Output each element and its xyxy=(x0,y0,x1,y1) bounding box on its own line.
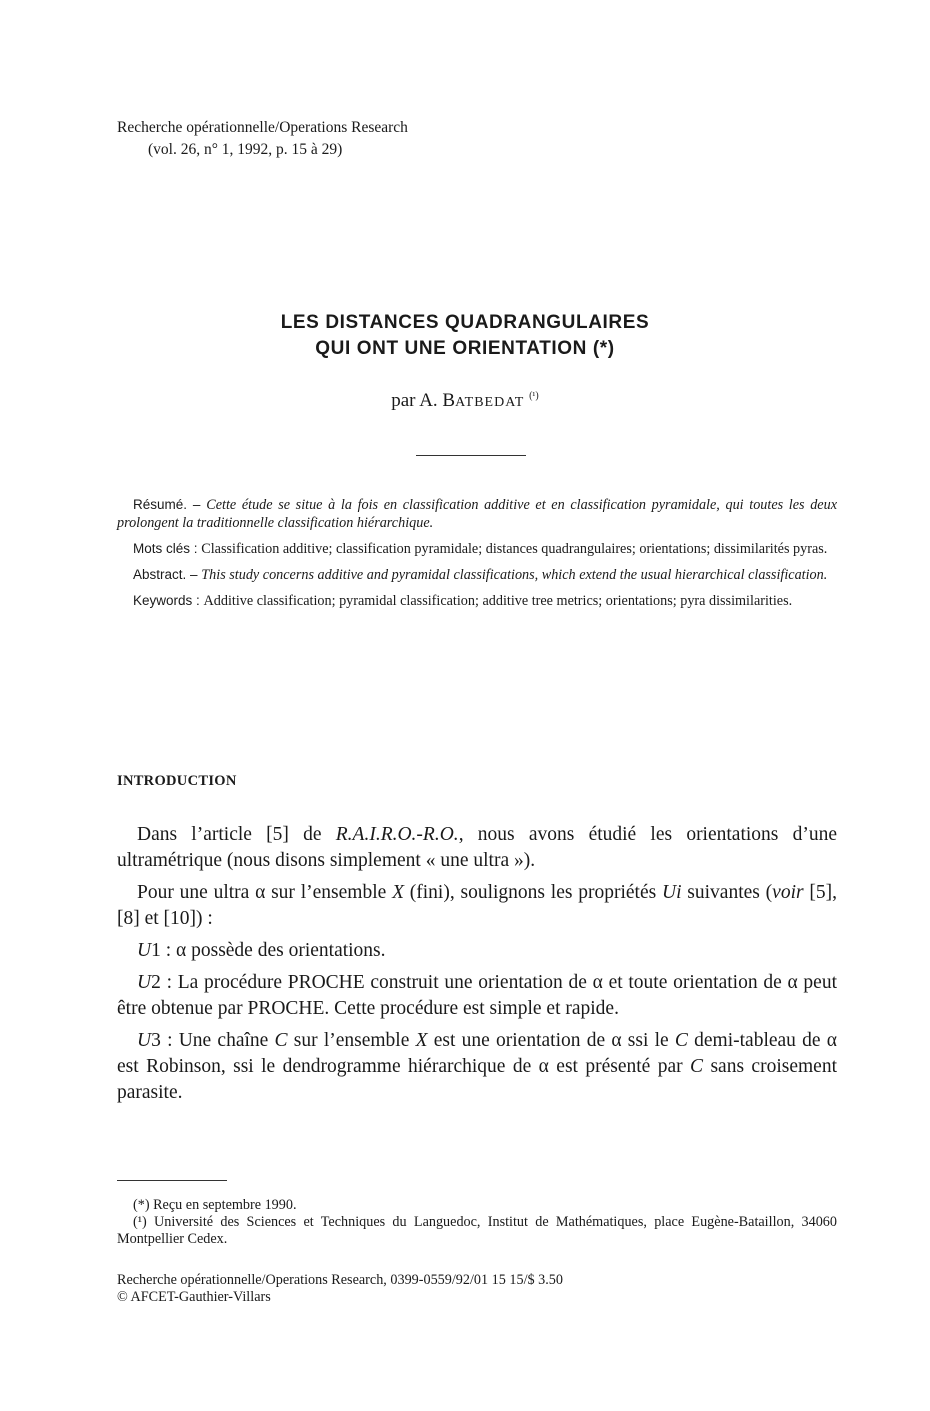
text-run: demi-tableau de α est Robinson, ssi le dendrogramme hiérarchique de α est présenté par xyxy=(117,1030,837,1077)
author-initial: B xyxy=(442,390,456,411)
property-label: U xyxy=(137,940,152,961)
text-run: Pour une ultra α sur l’ensemble xyxy=(137,882,393,903)
journal-header xyxy=(117,117,408,161)
property-u1 xyxy=(117,938,837,964)
footnote-2: (¹) Université des Sciences et Techniques du Languedoc, Institut de Mathématiques, place Eugène-Bataillon, 34060 Montpellier Cedex. xyxy=(117,1214,837,1247)
math-var: C xyxy=(274,1030,288,1051)
mots-cles-paragraph xyxy=(117,540,837,558)
property-number: 1 xyxy=(151,940,161,961)
text-run: : α possède des orientations. xyxy=(160,940,386,961)
property-number: 2 xyxy=(151,972,161,993)
footnote-divider xyxy=(117,1180,227,1181)
property-label: U xyxy=(137,972,152,993)
author-line xyxy=(0,390,930,412)
abstract-label: Abstract. – xyxy=(133,567,202,582)
text-run: sur l’ensemble xyxy=(287,1030,416,1051)
text-run: , nous avons étudié les orientations d’une ultramétrique (nous disons simplement « une ultra »). xyxy=(117,824,838,871)
title-line-2: QUI ONT UNE ORIENTATION (*) xyxy=(315,338,615,359)
section-heading: INTRODUCTION xyxy=(117,773,237,789)
publication-info xyxy=(117,1272,563,1306)
journal-ref: R.A.I.R.O.-R.O. xyxy=(335,824,459,845)
math-var: X xyxy=(392,882,404,903)
author-footnote-mark: (¹) xyxy=(529,390,539,402)
body-paragraph-1 xyxy=(117,822,837,874)
math-var: C xyxy=(690,1056,704,1077)
text-run: : La procédure PROCHE construit une orientation de α et toute orientation de α peut être obtenue par PROCHE. Cette procédure est simple et rapide. xyxy=(117,972,837,1019)
author-prefix: par A. xyxy=(391,390,443,411)
property-number: 3 xyxy=(151,1030,161,1051)
keywords-label: Keywords : xyxy=(133,593,204,608)
text-run: est une orientation de α ssi le xyxy=(427,1030,675,1051)
journal-volume: (vol. 26, n° 1, 1992, p. 15 à 29) xyxy=(148,141,343,158)
property-label: U xyxy=(137,1030,152,1051)
mots-cles-text: Classification additive; classification pyramidale; distances quadrangulaires; orientations; dissimilarités pyras. xyxy=(201,541,828,557)
author-surname: ATBEDAT xyxy=(455,395,525,410)
text-run: sans croisement parasite. xyxy=(117,1056,837,1103)
property-u2 xyxy=(117,970,837,1022)
paper-title xyxy=(0,310,930,362)
text-run: Dans l’article [5] de xyxy=(137,824,336,845)
property-u3 xyxy=(117,1028,837,1106)
text-run: [5], [8] et [10]) : xyxy=(117,882,837,929)
text-run: : Une chaîne xyxy=(160,1030,275,1051)
text-run: voir xyxy=(772,882,804,903)
footnotes xyxy=(117,1197,837,1248)
abstract-paragraph xyxy=(117,566,837,584)
body-text xyxy=(117,822,837,1112)
resume-paragraph xyxy=(117,496,837,532)
keywords-text: Additive classification; pyramidal classification; additive tree metrics; orientations; pyra dissimilarities. xyxy=(203,593,793,609)
text-run: suivantes ( xyxy=(681,882,773,903)
abstract-text: This study concerns additive and pyramidal classifications, which extend the usual hierarchical classification. xyxy=(201,567,828,583)
math-var: C xyxy=(674,1030,688,1051)
resume-label: Résumé. – xyxy=(133,497,207,512)
math-var: Ui xyxy=(662,882,682,903)
footnote-1: (*) Reçu en septembre 1990. xyxy=(133,1197,297,1213)
text-run: (fini), soulignons les propriétés xyxy=(403,882,663,903)
resume-text: Cette étude se situe à la fois en classification additive et en classification pyramidale, qui toutes les deux prolongent la traditionnelle classification hiérarchique. xyxy=(117,497,837,531)
keywords-paragraph xyxy=(117,592,837,610)
mots-cles-label: Mots clés : xyxy=(133,541,202,556)
math-var: X xyxy=(415,1030,428,1051)
body-paragraph-2 xyxy=(117,880,837,932)
copyright-line: © AFCET-Gauthier-Villars xyxy=(117,1289,271,1305)
journal-name: Recherche opérationnelle/Operations Research xyxy=(117,119,408,136)
abstract-block xyxy=(117,496,837,618)
issn-line: Recherche opérationnelle/Operations Research, 0399-0559/92/01 15 15/$ 3.50 xyxy=(117,1272,563,1288)
title-line-1: LES DISTANCES QUADRANGULAIRES xyxy=(280,312,650,333)
title-divider xyxy=(416,455,526,456)
